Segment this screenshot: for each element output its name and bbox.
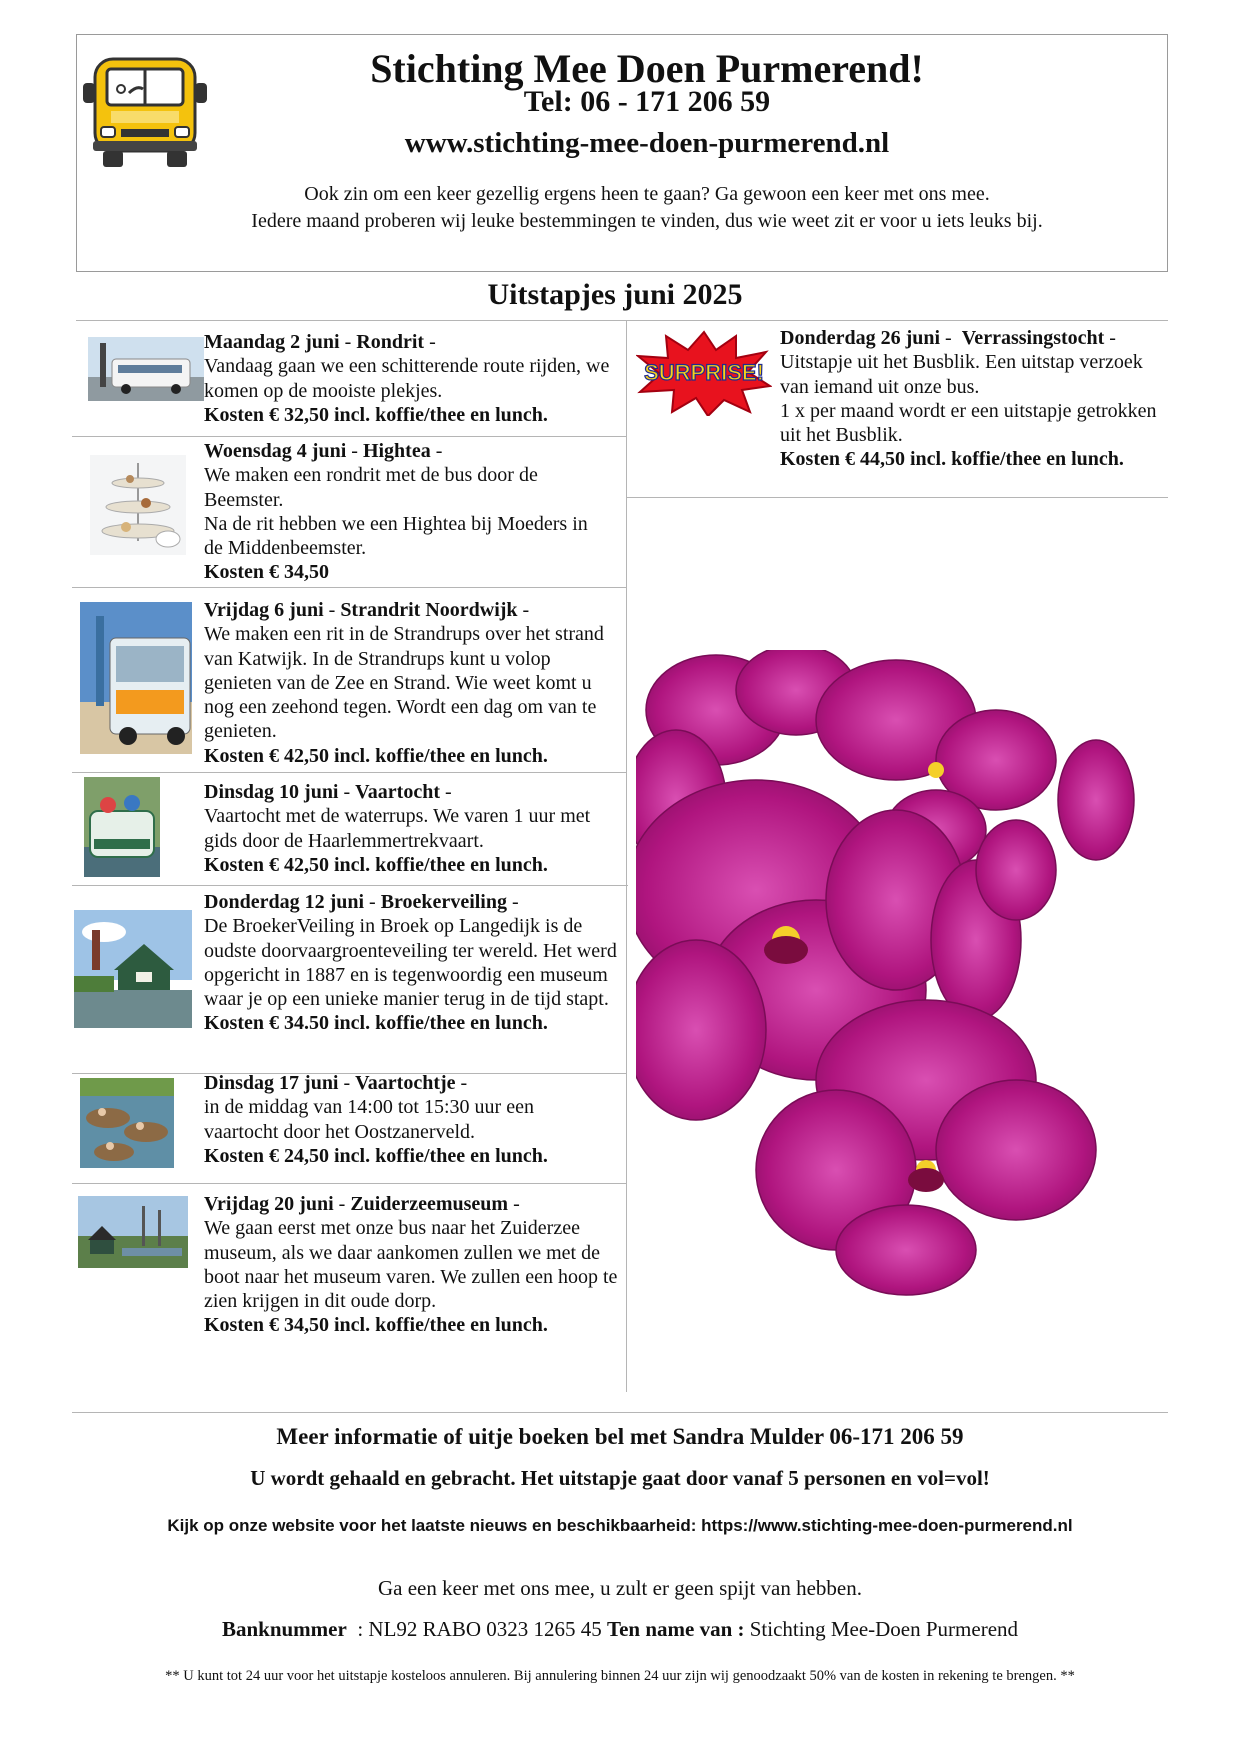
month-title (0, 278, 1240, 312)
event-cost: Kosten € 42,50 incl. koffie/thee en lunch. (204, 744, 548, 767)
event-name: Zuiderzeemuseum (350, 1193, 509, 1215)
event-description: We maken een rondrit met de bus door de Beemster. (204, 464, 538, 511)
event-description-2: Na de rit hebben we een Hightea bij Moeders in de Middenbeemster. (204, 512, 588, 560)
event-name: Vaartochtje (355, 1072, 456, 1094)
event-description: We gaan eerst met onze bus naar het Zuiderzee museum, als we daar aankomen zullen we met de boot naar het museum varen. We zullen een hoop te zien krijgen in dit oude dorp. (204, 1217, 618, 1313)
orchid-illustration (636, 650, 1176, 1300)
bank-number: : NL92 RABO 0323 1265 45 (357, 1617, 602, 1641)
divider (72, 885, 628, 886)
hightea-photo (90, 455, 186, 555)
event-description: Uitstapje uit het Busblik. Een uitstap verzoek van iemand uit onze bus. (780, 351, 1143, 398)
event-cost: Kosten € 42,50 incl. koffie/thee en lunch. (204, 853, 548, 876)
event-cost: Kosten € 24,50 incl. koffie/thee en lunch. (204, 1144, 548, 1167)
divider (72, 1412, 1168, 1413)
event-strandrit: Vrijdag 6 juni - Strandrit Noordwijk - We maken een rit in de Strandrups over het strand van Katwijk. In de Strandrups kunt u volop genieten van de Zee en Strand. Wie weet komt u nog een zeehond tegen. Wordt een dag om van te genieten. Kosten € 42,50 incl. koffie/thee en lunch. (204, 598, 624, 768)
event-cost: Kosten € 34,50 (204, 561, 329, 584)
event-cost: Kosten € 34,50 incl. koffie/thee en lunch. (204, 1314, 548, 1337)
event-date: Vrijdag 20 juni (204, 1193, 334, 1215)
intro-line-1: Ook zin om een keer gezellig ergens heen te gaan? Ga gewoon een keer met ons mee. (304, 183, 990, 205)
event-description: Vaartocht met de waterrups. We varen 1 uur met gids door de Haarlemmertrekvaart. (204, 805, 591, 852)
vaartochtje-photo (80, 1078, 174, 1168)
event-date: Donderdag 26 juni (780, 327, 941, 349)
event-date: Maandag 2 juni (204, 331, 340, 353)
event-name: Vaartocht (355, 781, 440, 803)
strandrups-photo (80, 602, 192, 754)
event-vaartochtje: Dinsdag 17 juni - Vaartochtje - in de middag van 14:00 tot 15:30 uur een vaartocht door het Oostzanerveld. Kosten € 24,50 incl. koffie/thee en lunch. (204, 1071, 624, 1168)
event-vaartocht: Dinsdag 10 juni - Vaartocht - Vaartocht met de waterrups. We varen 1 uur met gids door de Haarlemmertrekvaart. Kosten € 42,50 incl. koffie/thee en lunch. (204, 780, 624, 877)
divider (72, 587, 626, 588)
event-description: De BroekerVeiling in Broek op Langedijk is de oudste doorvaargroenteveiling ter wereld. Het werd opgericht in 1887 en is tegenwoordig een museum waar je op een unieke manier terug in de tijd stapt. (204, 915, 617, 1011)
intro-text (77, 181, 1167, 235)
phone-number: Tel: 06 - 171 206 59 (523, 85, 771, 118)
month-title-text: Uitstapjes juni 2025 (487, 278, 743, 311)
pickup-info: U wordt gehaald en gebracht. Het uitstapje gaat door vanaf 5 personen en vol=vol! (250, 1466, 990, 1490)
cancellation-note: ** U kunt tot 24 uur voor het uitstapje kosteloos annuleren. Bij annulering binnen 24 uur zijn wij genoodzaakt 50% van de kosten in rekening te brengen. ** (165, 1668, 1075, 1684)
account-name-label: Ten name van : (607, 1617, 745, 1641)
event-hightea: Woensdag 4 juni - Hightea - We maken een rondrit met de bus door de Beemster. Na de rit hebben we een Hightea bij Moeders in de Middenbeemster. Kosten € 34,50 (204, 439, 624, 585)
slogan: Ga een keer met ons mee, u zult er geen spijt van hebben. (378, 1576, 862, 1600)
bank-label: Banknummer (221, 1617, 347, 1641)
website-note[interactable]: Kijk op onze website voor het laatste nieuws en beschikbaarheid: https://www.stichting-mee-doen-purmerend.nl (167, 1516, 1073, 1535)
event-rondrit: Maandag 2 juni - Rondrit - Vandaag gaan we een schitterende route rijden, we komen op de mooiste plekjes. Kosten € 32,50 incl. koffie/thee en lunch. (204, 330, 624, 427)
event-description: Vandaag gaan we een schitterende route rijden, we komen op de mooiste plekjes. (204, 355, 610, 402)
surprise-text: SURPRISE! (644, 360, 764, 385)
column-divider (626, 320, 627, 1392)
event-description: We maken een rit in de Strandrups over het strand van Katwijk. In de Strandrups kunt u volop genieten van de Zee en Strand. Wie weet komt u nog een zeehond tegen. Wordt een dag om van te genieten. (204, 623, 604, 743)
event-name: Hightea (362, 440, 431, 462)
event-broekerveiling: Donderdag 12 juni - Broekerveiling - De BroekerVeiling in Broek op Langedijk is de oudste doorvaargroenteveiling ter wereld. Het werd opgericht in 1887 en is tegenwoordig een museum waar je op een unieke manier terug in de tijd stapt. Kosten € 34.50 incl. koffie/thee en lunch. (204, 890, 624, 1036)
event-cost: Kosten € 34.50 incl. koffie/thee en lunch. (204, 1012, 548, 1035)
header-box (76, 34, 1168, 272)
zuiderzeemuseum-photo (78, 1196, 188, 1268)
account-name: Stichting Mee-Doen Purmerend (749, 1617, 1019, 1641)
event-date: Woensdag 4 juni (204, 440, 347, 462)
event-description-2: 1 x per maand wordt er een uitstapje getrokken uit het Busblik. (780, 399, 1157, 447)
contact-info: Meer informatie of uitje boeken bel met Sandra Mulder 06-171 206 59 (276, 1424, 964, 1449)
event-zuiderzeemuseum: Vrijdag 20 juni - Zuiderzeemuseum - We gaan eerst met onze bus naar het Zuiderzee museum, als we daar aankomen zullen we met de boot naar het museum varen. We zullen een hoop te zien krijgen in dit oude dorp. Kosten € 34,50 incl. koffie/thee en lunch. (204, 1192, 624, 1338)
website-url[interactable]: www.stichting-mee-doen-purmerend.nl (404, 127, 890, 159)
divider (626, 497, 1168, 498)
bank-info (0, 1617, 1240, 1642)
broekerveiling-photo (74, 910, 192, 1028)
event-name: Rondrit (356, 331, 425, 353)
divider (76, 320, 1168, 321)
event-date: Dinsdag 10 juni (204, 781, 339, 803)
waterrups-photo (84, 777, 160, 877)
event-date: Donderdag 12 juni (204, 891, 365, 913)
event-date: Vrijdag 6 juni (204, 599, 324, 621)
event-verrassingstocht: Donderdag 26 juni - Verrassingstocht - Uitstapje uit het Busblik. Een uitstap verzoek van iemand uit onze bus. 1 x per maand wordt er een uitstapje getrokken uit het Busblik. Kosten € 44,50 incl. koffie/thee en lunch. (780, 326, 1180, 472)
intro-line-2: Iedere maand proberen wij leuke bestemmingen te vinden, dus wie weet zit er voor u iets leuks bij. (251, 210, 1043, 232)
event-cost: Kosten € 32,50 incl. koffie/thee en lunch. (204, 403, 548, 426)
bus-photo (88, 337, 204, 401)
event-cost: Kosten € 44,50 incl. koffie/thee en lunch. (780, 448, 1124, 471)
event-name: Broekerveiling (380, 891, 507, 913)
divider (72, 772, 626, 773)
event-description: in de middag van 14:00 tot 15:30 uur een vaartocht door het Oostzanerveld. (204, 1096, 534, 1143)
event-name: Verrassingstocht (961, 327, 1105, 349)
event-name: Strandrit Noordwijk (340, 599, 518, 621)
divider (72, 1183, 626, 1184)
organization-title: Stichting Mee Doen Purmerend! (370, 46, 924, 91)
surprise-burst-icon (636, 330, 772, 416)
event-date: Dinsdag 17 juni (204, 1072, 339, 1094)
divider (72, 436, 626, 437)
